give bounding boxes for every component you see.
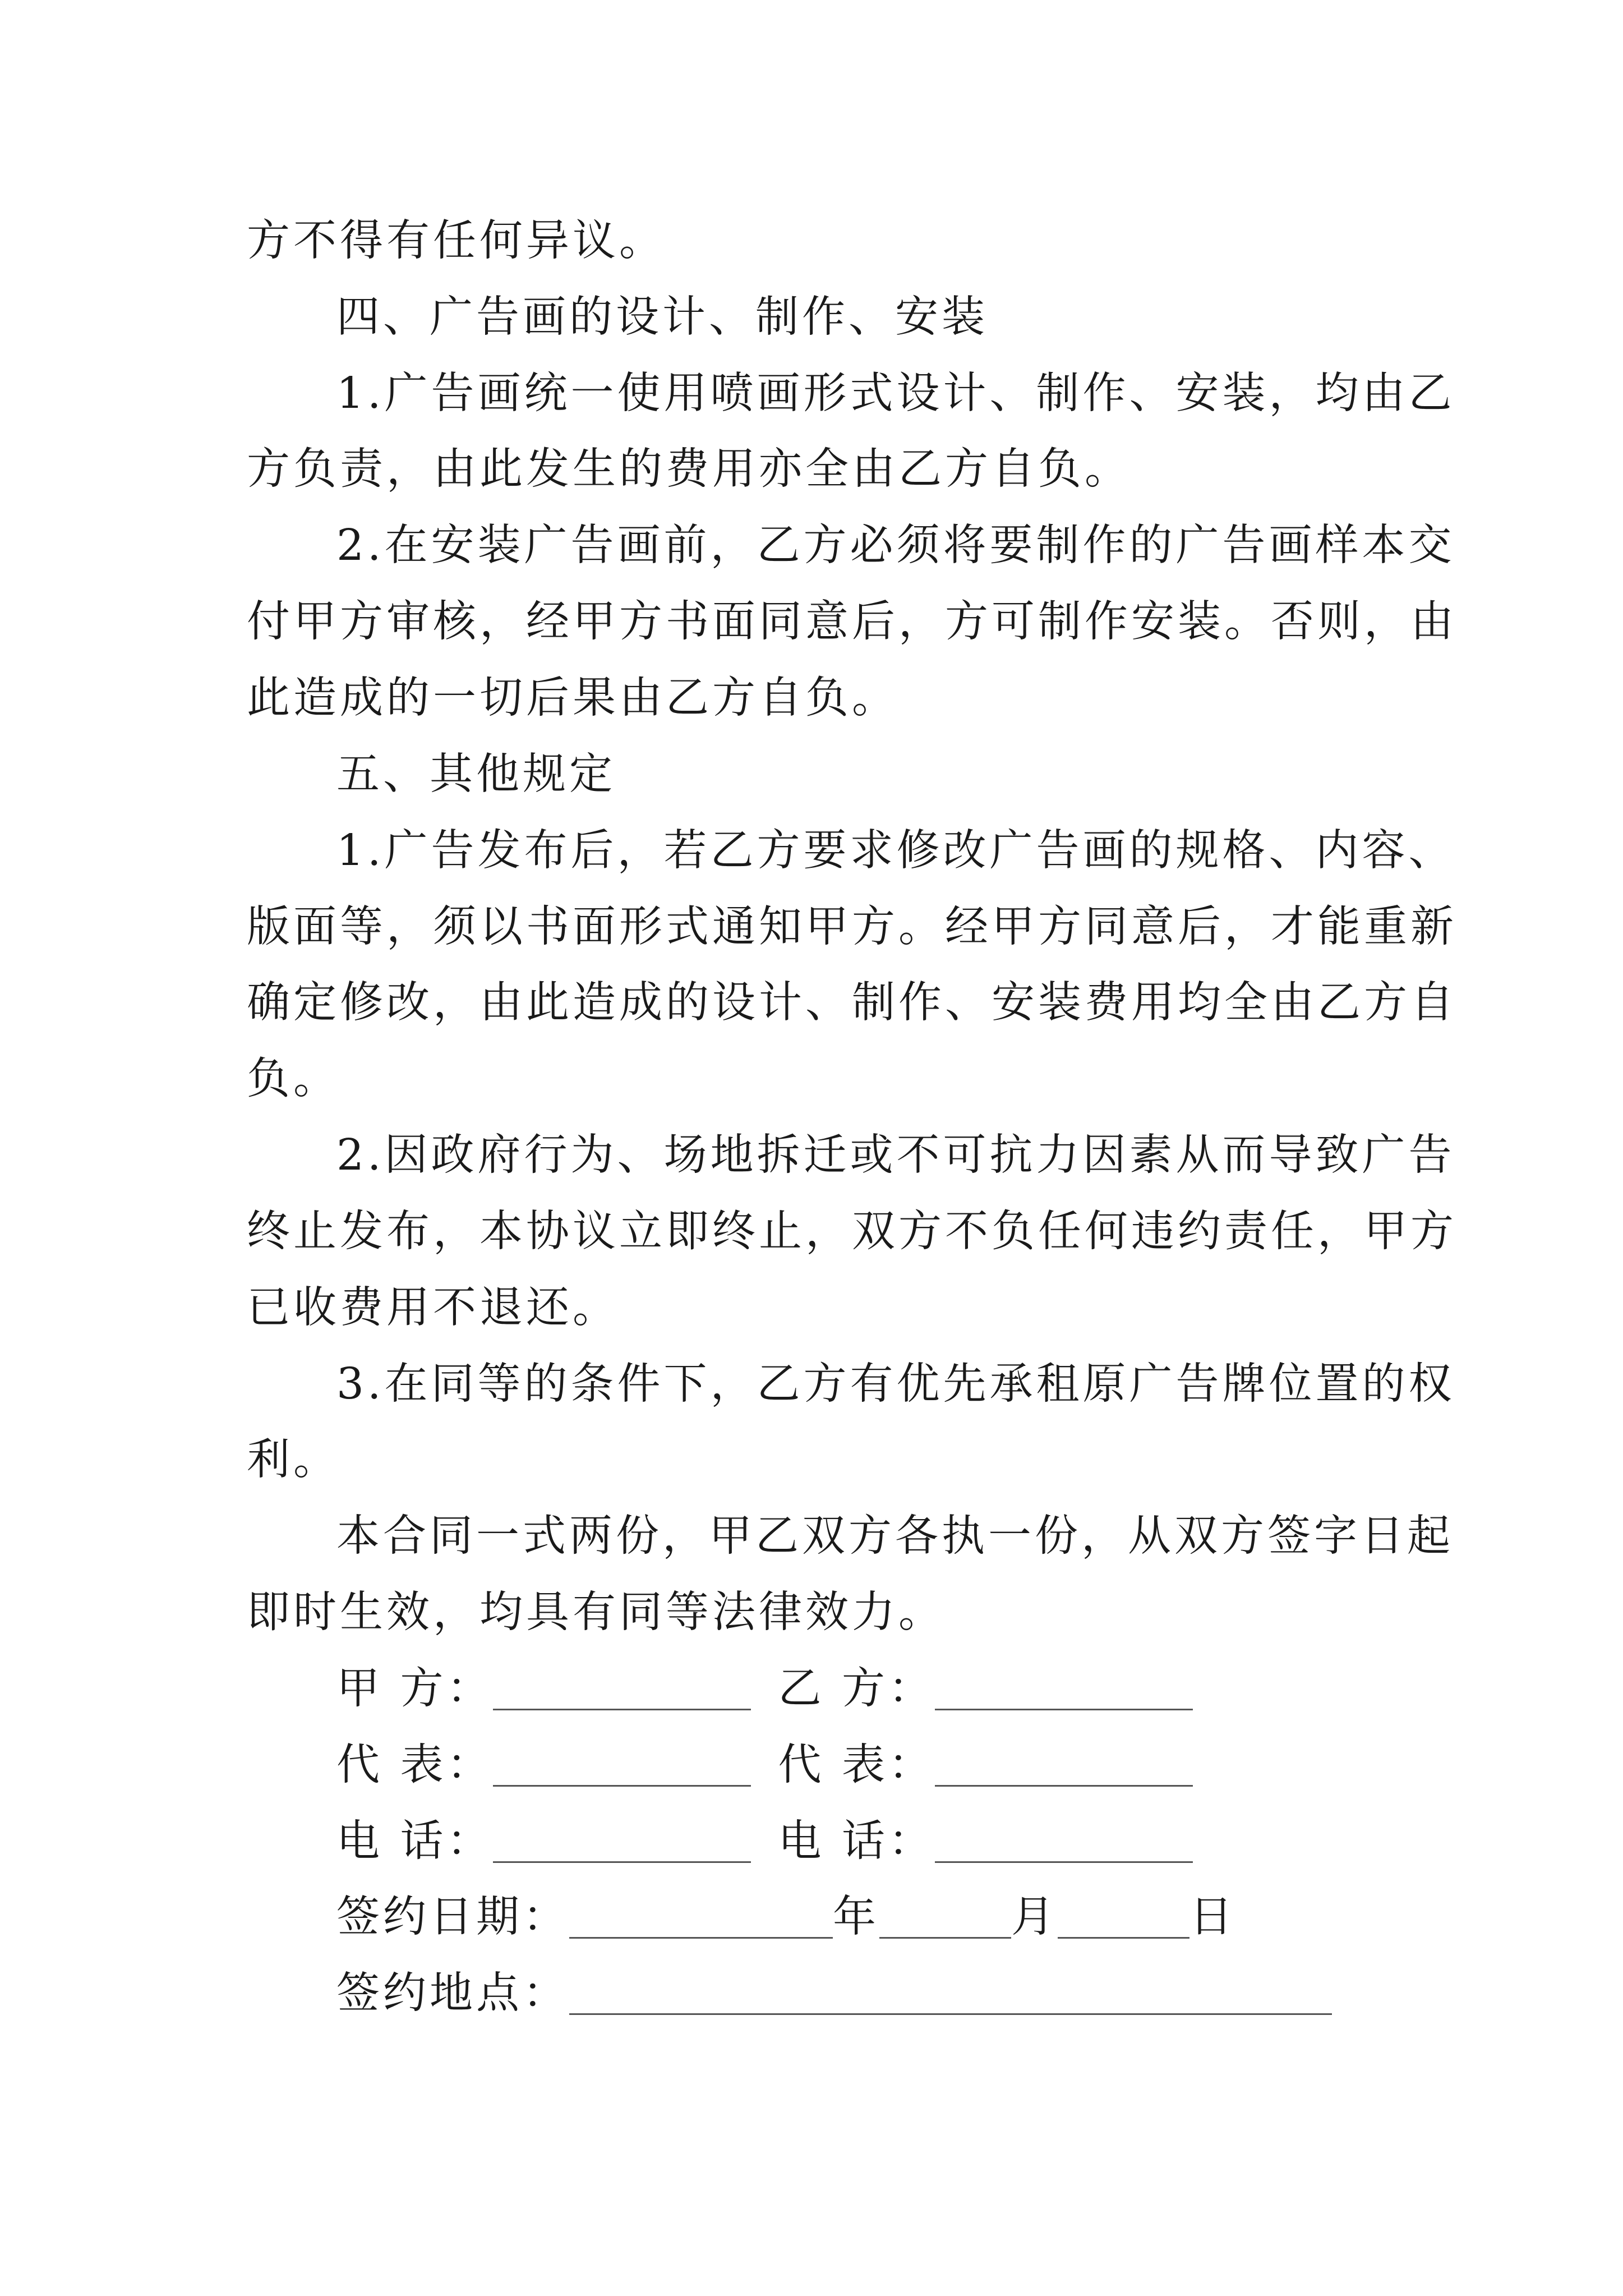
paragraph-line: 版面等，须以书面形式通知甲方。经甲方同意后，才能重新 (247, 902, 1457, 952)
place-label: 签约地点： (336, 1968, 569, 2018)
section-heading: 四、广告画的设计、制作、安装 (336, 292, 988, 342)
section-heading: 五、其他规定 (336, 749, 616, 799)
paragraph-line: 确定修改，由此造成的设计、制作、安装费用均全由乙方自 (247, 978, 1457, 1028)
paragraph-line: 方不得有任何异议。 (247, 216, 666, 266)
party-b-blank (935, 1665, 1193, 1710)
year-label: 年 (833, 1892, 879, 1942)
signature-row-place (336, 1966, 1332, 2022)
signature-row-date (336, 1889, 1236, 1945)
phone-b-blank (935, 1818, 1193, 1863)
phone-a-label: 电 话： (336, 1816, 494, 1866)
paragraph-line: 利。 (247, 1435, 340, 1485)
party-a-blank (493, 1665, 751, 1710)
date-label: 签约日期： (336, 1892, 569, 1942)
paragraph-line: 此造成的一切后果由乙方自负。 (247, 673, 898, 723)
paragraph-line: 1.广告发布后，若乙方要求修改广告画的规格、内容、 (336, 826, 1455, 876)
rep-b-label: 代 表： (778, 1740, 935, 1790)
phone-a-blank (493, 1818, 751, 1863)
year-blank (569, 1893, 833, 1939)
paragraph-line: 2.在安装广告画前，乙方必须将要制作的广告画样本交 (336, 521, 1455, 570)
party-b-label: 乙 方： (778, 1664, 935, 1714)
rep-a-label: 代 表： (336, 1740, 494, 1790)
paragraph-line: 即时生效，均具有同等法律效力。 (247, 1588, 945, 1637)
paragraph-line: 1.广告画统一使用喷画形式设计、制作、安装，均由乙 (336, 369, 1455, 418)
month-label: 月 (1011, 1892, 1058, 1942)
paragraph-line: 2.因政府行为、场地拆迁或不可抗力因素从而导致广告 (336, 1130, 1455, 1180)
day-blank (1058, 1893, 1189, 1939)
place-blank (569, 1970, 1332, 2015)
party-a-label: 甲 方： (336, 1664, 494, 1714)
paragraph-line: 已收费用不退还。 (247, 1283, 619, 1333)
day-label: 日 (1189, 1892, 1236, 1942)
signature-row-phone (336, 1814, 1220, 1870)
paragraph-line: 方负责，由此发生的费用亦全由乙方自负。 (247, 444, 1131, 494)
paragraph-line: 终止发布，本协议立即终止，双方不负任何违约责任，甲方 (247, 1207, 1457, 1257)
paragraph-line: 负。 (247, 1054, 340, 1104)
month-blank (879, 1893, 1011, 1939)
paragraph-line: 3.在同等的条件下，乙方有优先承租原广告牌位置的权 (336, 1359, 1455, 1409)
paragraph-line: 本合同一式两份，甲乙双方各执一份，从双方签字日起 (336, 1511, 1454, 1561)
rep-b-blank (935, 1741, 1193, 1787)
signature-row-party (336, 1661, 1220, 1717)
signature-row-representative (336, 1737, 1220, 1793)
rep-a-blank (493, 1741, 751, 1787)
phone-b-label: 电 话： (778, 1816, 935, 1866)
paragraph-line: 付甲方审核，经甲方书面同意后，方可制作安装。否则，由 (247, 597, 1457, 647)
